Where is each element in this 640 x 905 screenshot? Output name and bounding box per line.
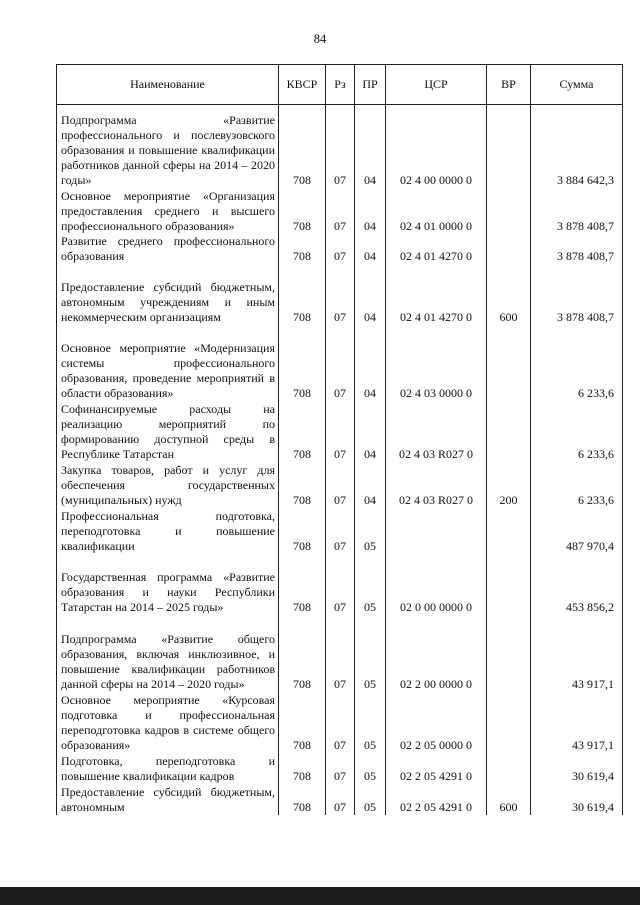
table-row [57,325,623,401]
row-csr [386,508,487,554]
row-rz: 07 [326,188,355,234]
row-kvsr: 708 [279,692,326,753]
table-row [57,753,623,784]
row-rz: 07 [326,462,355,508]
row-vr [487,753,531,784]
row-pr: 04 [355,105,386,188]
row-csr: 02 0 00 0000 0 [386,554,487,615]
row-csr: 02 2 05 0000 0 [386,692,487,753]
row-pr: 05 [355,784,386,815]
table-row [57,692,623,753]
row-pr: 04 [355,325,386,401]
row-pr: 05 [355,554,386,615]
row-csr: 02 4 03 R027 0 [386,401,487,462]
row-rz: 07 [326,325,355,401]
header-pr: ПР [355,65,386,105]
row-kvsr: 708 [279,462,326,508]
row-name: Софинансируемые расходы на реализацию мероприятий по формированию доступной среды в Республике Татарстан [57,401,279,462]
row-rz: 07 [326,692,355,753]
row-rz: 07 [326,264,355,325]
row-pr: 05 [355,692,386,753]
table-row [57,554,623,615]
row-sum: 43 917,1 [531,692,623,753]
row-pr: 04 [355,462,386,508]
row-sum: 453 856,2 [531,554,623,615]
row-name: Основное мероприятие «Организация предоставления среднего и высшего профессионального образования» [57,188,279,234]
table-body [57,105,623,815]
row-vr [487,401,531,462]
row-rz: 07 [326,753,355,784]
row-kvsr: 708 [279,264,326,325]
row-kvsr: 708 [279,784,326,815]
row-kvsr: 708 [279,234,326,264]
header-rz: Рз [326,65,355,105]
row-csr: 02 4 00 0000 0 [386,105,487,188]
row-name: Основное мероприятие «Модернизация системы профессионального образования, проведение мероприятий в области образования» [57,325,279,401]
row-vr: 600 [487,264,531,325]
row-kvsr: 708 [279,554,326,615]
row-pr: 04 [355,234,386,264]
table-row [57,188,623,234]
row-name: Подготовка, переподготовка и повышение квалификации кадров [57,753,279,784]
row-sum: 3 878 408,7 [531,264,623,325]
table-row [57,264,623,325]
row-rz: 07 [326,401,355,462]
header-csr: ЦСР [386,65,487,105]
row-rz: 07 [326,554,355,615]
budget-table [56,64,623,815]
row-kvsr: 708 [279,508,326,554]
row-kvsr: 708 [279,401,326,462]
row-csr: 02 4 01 4270 0 [386,264,487,325]
row-pr: 04 [355,264,386,325]
row-kvsr: 708 [279,325,326,401]
row-csr: 02 2 05 4291 0 [386,784,487,815]
header-name: Наименование [57,65,279,105]
row-vr: 200 [487,462,531,508]
row-rz: 07 [326,508,355,554]
scan-bottom-edge [0,887,640,905]
row-sum: 30 619,4 [531,784,623,815]
table-row [57,105,623,188]
row-sum: 6 233,6 [531,462,623,508]
row-sum: 3 878 408,7 [531,234,623,264]
row-name: Предоставление субсидий бюджетным, автономным учреждениям и иным некоммерческим организациям [57,264,279,325]
row-rz: 07 [326,615,355,692]
row-sum: 3 884 642,3 [531,105,623,188]
row-vr [487,508,531,554]
row-sum: 3 878 408,7 [531,188,623,234]
table-row [57,462,623,508]
table-header [57,65,623,105]
row-vr [487,188,531,234]
row-vr [487,615,531,692]
row-sum: 6 233,6 [531,401,623,462]
row-vr [487,105,531,188]
row-name: Подпрограмма «Развитие профессионального и послевузовского образования и повышение квалификации работников данной сферы на 2014 – 2020 годы» [57,105,279,188]
row-name: Государственная программа «Развитие образования и науки Республики Татарстан на 2014 – 2025 годы» [57,554,279,615]
table-row [57,401,623,462]
row-csr: 02 4 03 0000 0 [386,325,487,401]
table-row [57,784,623,815]
table-row [57,508,623,554]
row-vr [487,234,531,264]
row-pr: 04 [355,401,386,462]
header-kvsr: КВСР [279,65,326,105]
row-pr: 04 [355,188,386,234]
row-csr: 02 4 03 R027 0 [386,462,487,508]
page-number: 84 [313,32,327,46]
row-name: Развитие среднего профессионального образования [57,234,279,264]
row-csr: 02 2 05 4291 0 [386,753,487,784]
row-pr: 05 [355,508,386,554]
row-rz: 07 [326,784,355,815]
header-sum: Сумма [531,65,623,105]
row-vr: 600 [487,784,531,815]
row-name: Предоставление субсидий бюджетным, автономным [57,784,279,815]
row-kvsr: 708 [279,615,326,692]
row-rz: 07 [326,234,355,264]
row-name: Основное мероприятие «Курсовая подготовка и профессиональная переподготовка кадров в системе общего образования» [57,692,279,753]
row-csr: 02 4 01 0000 0 [386,188,487,234]
row-vr [487,325,531,401]
row-sum: 30 619,4 [531,753,623,784]
row-csr: 02 2 00 0000 0 [386,615,487,692]
row-kvsr: 708 [279,105,326,188]
row-name: Закупка товаров, работ и услуг для обеспечения государственных (муниципальных) нужд [57,462,279,508]
row-sum: 43 917,1 [531,615,623,692]
row-pr: 05 [355,753,386,784]
row-kvsr: 708 [279,753,326,784]
row-pr: 05 [355,615,386,692]
row-name: Профессиональная подготовка, переподготовка и повышение квалификации [57,508,279,554]
row-vr [487,692,531,753]
row-sum: 487 970,4 [531,508,623,554]
header-vr: ВР [487,65,531,105]
row-sum: 6 233,6 [531,325,623,401]
row-name: Подпрограмма «Развитие общего образования, включая инклюзивное, и повышение квалификации работников данной сферы на 2014 – 2020 годы» [57,615,279,692]
row-csr: 02 4 01 4270 0 [386,234,487,264]
table-row [57,615,623,692]
row-rz: 07 [326,105,355,188]
row-vr [487,554,531,615]
row-kvsr: 708 [279,188,326,234]
table-row [57,234,623,264]
